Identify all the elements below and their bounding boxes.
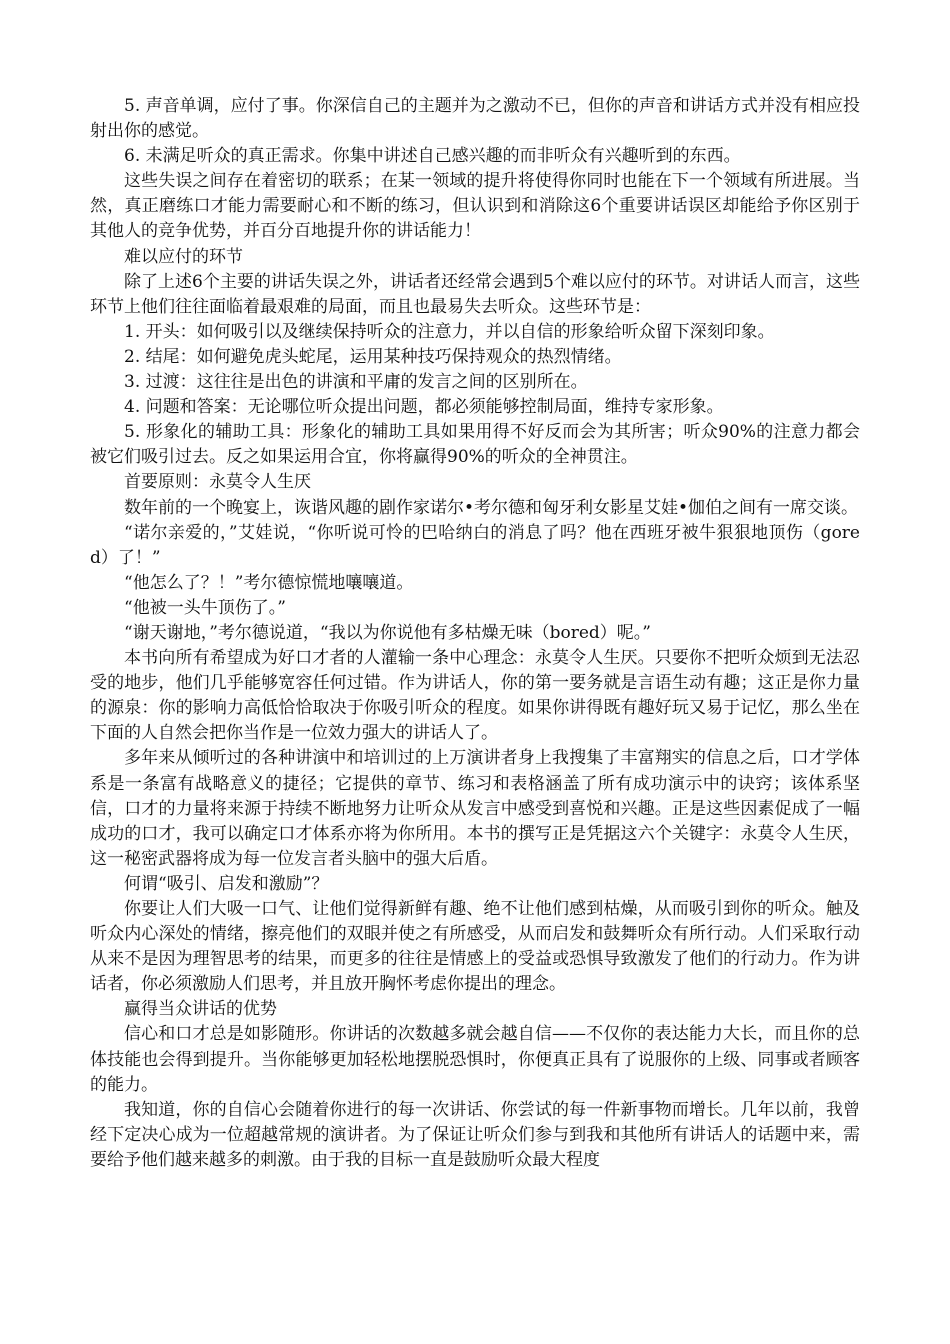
body-paragraph: 多年来从倾听过的各种讲演中和培训过的上万演讲者身上我搜集了丰富翔实的信息之后，口才学体系是一条富有战略意义的捷径；它提供的章节、练习和表格涵盖了所有成功演示中的诀窍；该体系坚信，口才的力量将来源于持续不断地努力让听众从发言中感受到喜悦和兴趣。正是这些因素促成了一幅成功的口才，我可以确定口才体系亦将为你所用。本书的撰写正是凭据这六个关键字：永莫令人生厌，这一秘密武器将成为每一位发言者头脑中的强大后盾。 [90, 748, 860, 869]
section-heading: 赢得当众讲话的优势 [124, 999, 277, 1020]
body-paragraph: 除了上述6个主要的讲话失误之外，讲话者还经常会遇到5个难以应付的环节。对讲话人而言，这些环节上他们往往面临着最艰难的局面，而且也最易失去听众。这些环节是： [90, 271, 860, 317]
dialogue-line: “谢天谢地，”考尔德说道，“我以为你说他有多枯燥无味（bored）呢。” [124, 622, 651, 643]
document-body [90, 94, 860, 1173]
list-item: 5. 声音单调，应付了事。你深信自己的主题并为之激动不已，但你的声音和讲话方式并没有相应投射出你的感觉。 [90, 96, 860, 142]
body-paragraph: 你要让人们大吸一口气、让他们觉得新鲜有趣、绝不让他们感到枯燥，从而吸引到你的听众。触及听众内心深处的情绪，擦亮他们的双眼并使之有所感受，从而启发和鼓舞听众有所行动。人们采取行动从来不是因为理智思考的结果，而更多的往往是情感上的受益或恐惧导致激发了他们的行动力。作为讲话者，你必须激励人们思考，并且放开胸怀考虑你提出的理念。 [90, 899, 860, 995]
list-item: 4. 问题和答案：无论哪位听众提出问题，都必须能够控制局面，维持专家形象。 [124, 397, 724, 418]
body-paragraph: 数年前的一个晚宴上，诙谐风趣的剧作家诺尔•考尔德和匈牙利女影星艾娃•伽伯之间有一席交谈。 [124, 497, 859, 518]
section-heading: 首要原则：永莫令人生厌 [124, 472, 311, 493]
dialogue-line: “诺尔亲爱的，”艾娃说，“你听说可怜的巴哈纳白的消息了吗？他在西班牙被牛狠狠地顶伤（gored）了！” [90, 522, 860, 568]
list-item: 2. 结尾：如何避免虎头蛇尾，运用某种技巧保持观众的热烈情绪。 [124, 346, 622, 367]
list-item: 5. 形象化的辅助工具：形象化的辅助工具如果用得不好反而会为其所害；听众90%的注意力都会被它们吸引过去。反之如果运用合宜，你将赢得90%的听众的全神贯注。 [90, 422, 860, 468]
list-item: 3. 过渡：这往往是出色的讲演和平庸的发言之间的区别所在。 [124, 372, 588, 393]
dialogue-line: “他怎么了？！”考尔德惊慌地嚷嚷道。 [124, 572, 414, 593]
section-heading: 何谓“吸引、启发和激励”？ [124, 873, 329, 894]
body-paragraph: 信心和口才总是如影随形。你讲话的次数越多就会越自信——不仅你的表达能力大长，而且你的总体技能也会得到提升。当你能够更加轻松地摆脱恐惧时，你便真正具有了说服你的上级、同事或者顾客的能力。 [90, 1024, 860, 1095]
list-item: 6. 未满足听众的真正需求。你集中讲述自己感兴趣的而非听众有兴趣听到的东西。 [124, 146, 741, 167]
list-item: 1. 开头：如何吸引以及继续保持听众的注意力，并以自信的形象给听众留下深刻印象。 [124, 321, 775, 342]
body-paragraph: 这些失误之间存在着密切的联系；在某一领域的提升将使得你同时也能在下一个领域有所进展。当然，真正磨练口才能力需要耐心和不断的练习，但认识到和消除这6个重要讲话误区却能给予你区别于其他人的竞争优势，并百分百地提升你的讲话能力！ [90, 171, 860, 242]
section-heading: 难以应付的环节 [124, 246, 243, 267]
body-paragraph: 本书向所有希望成为好口才者的人灌输一条中心理念：永莫令人生厌。只要你不把听众烦到无法忍受的地步，他们几乎能够宽容任何过错。作为讲话人，你的第一要务就是言语生动有趣；这正是你力量的源泉：你的影响力高低恰恰取决于你吸引听众的程度。如果你讲得既有趣好玩又易于记忆，那么坐在下面的人自然会把你当作是一位效力强大的讲话人了。 [90, 648, 860, 744]
dialogue-line: “他被一头牛顶伤了。” [124, 597, 286, 618]
body-paragraph: 我知道，你的自信心会随着你进行的每一次讲话、你尝试的每一件新事物而增长。几年以前，我曾经下定决心成为一位超越常规的演讲者。为了保证让听众们参与到我和其他所有讲话人的话题中来，需要给予他们越来越多的刺激。由于我的目标一直是鼓励听众最大程度 [90, 1099, 860, 1170]
